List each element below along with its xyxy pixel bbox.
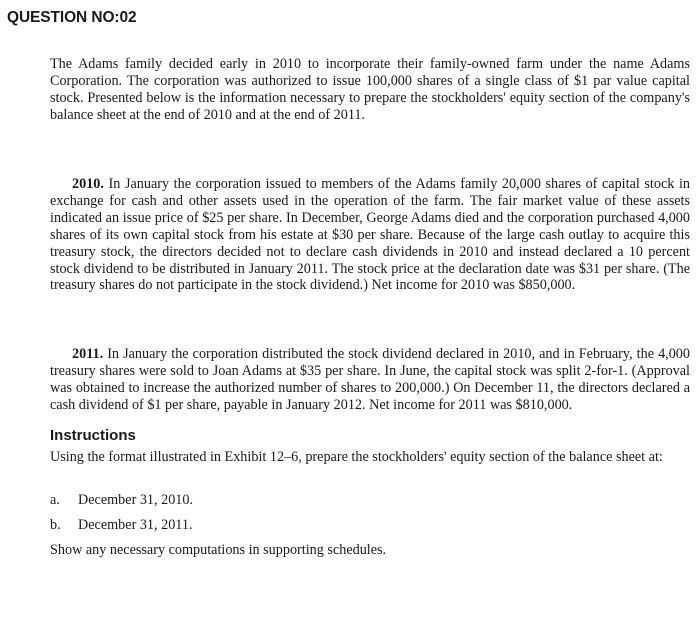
instruction-item-a-text: December 31, 2010. bbox=[78, 492, 194, 508]
year-2010-text: In January the corporation issued to members of the Adams family 20,000 shares of capital stock in exchange for cash and other assets used in the operation of the farm. The fair market value of these assets indicated an issue price of $25 per share. In December, George Adams died and the corporation purchased 4,000 shares of its own capital stock from his estate at $30 per share. Because of the large cash outlay to acquire this treasury stock, the directors decided not to declare cash dividends in 2010 and instead declared a 10 percent stock dividend to be distributed in January 2011. The stock price at the declaration date was $31 per share. (The treasury shares do not participate in the stock dividend.) Net income for 2010 was $850,000. bbox=[50, 176, 690, 294]
question-title: QUESTION NO:02 bbox=[7, 9, 137, 26]
instructions-heading: Instructions bbox=[50, 427, 136, 444]
instructions-closing: Show any necessary computations in supporting schedules. bbox=[50, 542, 387, 558]
instruction-item-a-marker: a. bbox=[50, 492, 60, 508]
instructions-text: Using the format illustrated in Exhibit 12–6, prepare the stockholders' equity section of the balance sheet at: bbox=[50, 449, 663, 465]
year-2010-lead: 2010. bbox=[72, 176, 104, 192]
year-2011-lead: 2011. bbox=[72, 346, 104, 362]
year-2011-paragraph bbox=[50, 346, 690, 414]
instruction-item-b-marker: b. bbox=[50, 517, 61, 533]
year-2010-paragraph bbox=[50, 176, 690, 294]
instruction-item-b-text: December 31, 2011. bbox=[78, 517, 193, 533]
year-2011-text: In January the corporation distributed the stock dividend declared in 2010, and in February, the 4,000 treasury shares were sold to Joan Adams at $35 per share. In June, the capital stock was split 2-for-1. (Approval was obtained to increase the authorized number of shares to 200,000.) On December 11, the directors declared a cash dividend of $1 per share, payable in January 2012. Net income for 2011 was $810,000. bbox=[50, 346, 690, 413]
intro-paragraph: The Adams family decided early in 2010 to incorporate their family-owned farm under the name Adams Corporation. The corporation was authorized to issue 100,000 shares of a single class of $1 par value capital stock. Presented below is the information necessary to prepare the stockholders' equity section of the company's balance sheet at the end of 2010 and at the end of 2011. bbox=[50, 56, 690, 123]
instruction-item-b bbox=[50, 517, 193, 534]
instruction-item-a bbox=[50, 492, 193, 509]
